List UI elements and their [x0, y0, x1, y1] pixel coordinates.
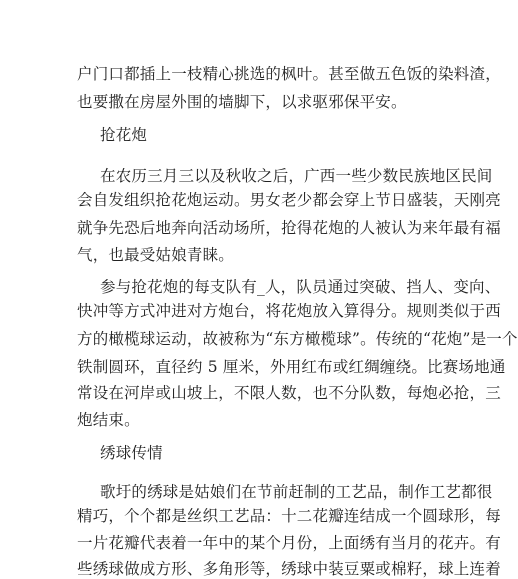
paragraph-3-line-3: 方的橄榄球运动，故被称为“东方橄榄球”。传统的“花炮”是一个 [77, 330, 518, 348]
paragraph-3-line-5: 常设在河岸或山坡上，不限人数，也不分队数，每炮必抢，三 [77, 384, 501, 402]
paragraph-2-line-3: 就争先恐后地奔向活动场所，抢得花炮的人被认为来年最有福 [77, 219, 501, 237]
paragraph-3-line-1: 参与抢花炮的每支队有_人，队员通过突破、挡人、变向、 [100, 278, 501, 296]
paragraph-1-line-1: 户门口都插上一枝精心挑选的枫叶。甚至做五色饭的染料渣， [77, 65, 501, 83]
paragraph-3-line-6: 炮结束。 [77, 411, 140, 429]
paragraph-2-line-4: 气，也最受姑娘青睐。 [77, 246, 235, 264]
section-heading-qiang-hua-pao: 抢花炮 [100, 126, 148, 144]
paragraph-4-line-3: 一片花瓣代表着一年中的某个月份，上面绣有当月的花卉。有 [77, 534, 501, 552]
paragraph-3-line-2: 快冲等方式冲进对方炮台，将花炮放入算得分。规则类似于西 [77, 302, 501, 320]
paragraph-2-line-1: 在农历三月三以及秋收之后，广西一些少数民族地区民间 [100, 167, 493, 185]
paragraph-3-line-4: 铁制圆环，直径约 5 厘米，外用红布或红绸缠绕。比赛场地通 [77, 358, 506, 376]
paragraph-4-line-2: 精巧，个个都是丝织工艺品：十二花瓣连结成一个圆球形，每 [77, 507, 501, 525]
paragraph-4-line-4: 些绣球做成方形、多角形等，绣球中装豆粟或棉籽，球上连着 [77, 560, 501, 578]
paragraph-1-line-2: 也要撒在房屋外围的墙脚下，以求驱邪保平安。 [77, 93, 407, 111]
section-heading-xiu-qiu-chuan-qing: 绣球传情 [100, 444, 163, 462]
paragraph-4-line-1: 歌圩的绣球是姑娘们在节前赶制的工艺品，制作工艺都很 [100, 483, 493, 501]
paragraph-2-line-2: 会自发组织抢花炮运动。男女老少都会穿上节日盛装，天刚亮 [77, 191, 501, 209]
